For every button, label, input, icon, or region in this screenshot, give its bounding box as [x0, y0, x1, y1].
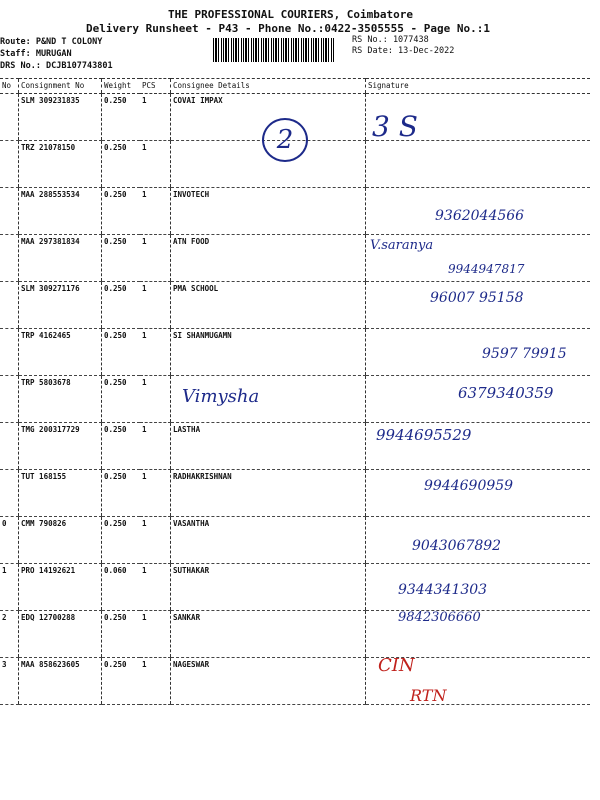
consignment-number: SLM 309231835 — [19, 94, 102, 141]
rs-date: RS Date: 13-Dec-2022 — [352, 46, 455, 56]
weight: 0.250 — [102, 517, 141, 564]
consignment-number: TMG 200317729 — [19, 423, 102, 470]
weight: 0.250 — [102, 329, 141, 376]
consignee-name: COVAI IMPAX — [171, 94, 366, 141]
rs-number: RS No.: 1077438 — [352, 35, 429, 45]
table-row — [0, 611, 590, 658]
pieces: 1 — [140, 564, 171, 611]
handwritten-name: Vimysha — [182, 386, 260, 407]
runsheet-title: Delivery Runsheet - P43 - Phone No.:0422-3505555 - Page No.:1 — [86, 22, 490, 35]
row-number — [0, 470, 19, 517]
table-header — [0, 79, 590, 94]
consignment-number: CMM 790826 — [19, 517, 102, 564]
row-number — [0, 376, 19, 423]
circled-number: 2 — [262, 118, 308, 162]
signature-cell — [366, 141, 591, 188]
phone-row5: 96007 95158 — [430, 290, 524, 306]
col-signature: Signature — [366, 79, 591, 94]
phone-row7: 6379340359 — [458, 384, 554, 402]
weight: 0.250 — [102, 235, 141, 282]
phone-row6: 9597 79915 — [482, 346, 567, 362]
phone-row3: 9362044566 — [435, 208, 525, 224]
weight: 0.250 — [102, 141, 141, 188]
consignee-name: SANKAR — [171, 611, 366, 658]
weight: 0.250 — [102, 282, 141, 329]
consignee-name: SI SHANMUGAMN — [171, 329, 366, 376]
row-number — [0, 188, 19, 235]
col-weight: Weight — [102, 79, 141, 94]
phone-row9: 9944690959 — [424, 478, 514, 494]
company-title: THE PROFESSIONAL COURIERS, Coimbatore — [168, 8, 414, 21]
weight: 0.060 — [102, 564, 141, 611]
pieces: 1 — [140, 141, 171, 188]
row-number — [0, 141, 19, 188]
consignment-number: TRP 5803678 — [19, 376, 102, 423]
phone-row12: 9842306660 — [398, 610, 481, 625]
phone-row8: 9944695529 — [376, 426, 472, 444]
phone-row11: 9344341303 — [398, 582, 488, 598]
cin-mark: CIN — [378, 655, 415, 676]
name-row4: V.saranya — [370, 238, 434, 253]
weight: 0.250 — [102, 188, 141, 235]
table-row — [0, 423, 590, 470]
consignee-name: NAGESWAR — [171, 658, 366, 705]
consignment-number: TRZ 21078150 — [19, 141, 102, 188]
consignment-number: TUT 168155 — [19, 470, 102, 517]
consignee-name: INVOTECH — [171, 188, 366, 235]
signature-1: 3 S — [372, 110, 418, 143]
consignee-name: RADHAKRISHNAN — [171, 470, 366, 517]
row-number: 1 — [0, 564, 19, 611]
pieces: 1 — [140, 611, 171, 658]
consignee-name: SUTHAKAR — [171, 564, 366, 611]
weight: 0.250 — [102, 423, 141, 470]
row-number: 3 — [0, 658, 19, 705]
phone-row10: 9043067892 — [412, 538, 502, 554]
route-label: Route: P&ND T COLONY — [0, 37, 103, 47]
col-consignee: Consignee Details — [171, 79, 366, 94]
table-row — [0, 658, 590, 705]
consignment-number: SLM 309271176 — [19, 282, 102, 329]
pieces: 1 — [140, 658, 171, 705]
weight: 0.250 — [102, 376, 141, 423]
pieces: 1 — [140, 517, 171, 564]
pieces: 1 — [140, 329, 171, 376]
drs-number: DRS No.: DCJB107743801 — [0, 61, 113, 71]
row-number — [0, 282, 19, 329]
consignee-name: PMA SCHOOL — [171, 282, 366, 329]
row-number: 0 — [0, 517, 19, 564]
row-number — [0, 329, 19, 376]
weight: 0.250 — [102, 94, 141, 141]
pieces: 1 — [140, 423, 171, 470]
row-number — [0, 235, 19, 282]
pieces: 1 — [140, 470, 171, 517]
barcode — [213, 38, 335, 62]
table-row — [0, 564, 590, 611]
col-no: No — [0, 79, 19, 94]
consignment-number: TRP 4162465 — [19, 329, 102, 376]
row-number — [0, 94, 19, 141]
consignee-name: LASTHA — [171, 423, 366, 470]
weight: 0.250 — [102, 470, 141, 517]
consignment-number: MAA 288553534 — [19, 188, 102, 235]
consignment-number: MAA 858623605 — [19, 658, 102, 705]
consignee-name: ATN FOOD — [171, 235, 366, 282]
row-number: 2 — [0, 611, 19, 658]
consignee-name: VASANTHA — [171, 517, 366, 564]
consignment-number: EDQ 12700288 — [19, 611, 102, 658]
col-pcs: PCS — [140, 79, 171, 94]
weight: 0.250 — [102, 658, 141, 705]
col-consignment: Consignment No — [19, 79, 102, 94]
consignment-number: PRO 14192621 — [19, 564, 102, 611]
table-row — [0, 517, 590, 564]
pieces: 1 — [140, 94, 171, 141]
pieces: 1 — [140, 235, 171, 282]
rtn-mark: RTN — [410, 686, 447, 705]
phone-row4: 9944947817 — [448, 262, 525, 276]
pieces: 1 — [140, 188, 171, 235]
weight: 0.250 — [102, 611, 141, 658]
pieces: 1 — [140, 282, 171, 329]
pieces: 1 — [140, 376, 171, 423]
consignment-number: MAA 297381834 — [19, 235, 102, 282]
staff-label: Staff: MURUGAN — [0, 49, 72, 59]
row-number — [0, 423, 19, 470]
